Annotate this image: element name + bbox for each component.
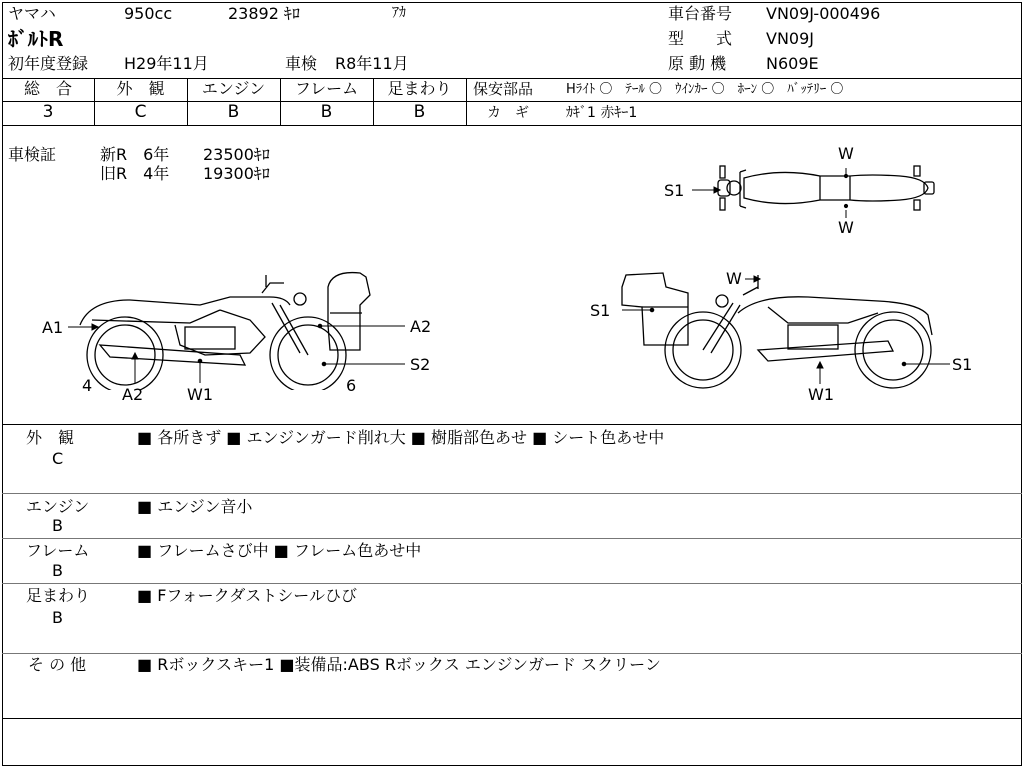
grade-bottom-divider (2, 125, 1022, 126)
mark-top-s1: S1 (664, 181, 685, 200)
grade-header-frame: フレーム (294, 79, 359, 98)
left-view-pointers (60, 315, 410, 390)
mark-top-w-upper: W (838, 144, 854, 163)
grade-value-exterior: C (134, 102, 147, 122)
type-value: VN09J (766, 29, 814, 48)
frame-no-value: VN09J-000496 (766, 4, 881, 23)
detail-divider (2, 653, 1022, 654)
detail-grade-exterior: C (52, 449, 64, 468)
cert-label: 車検証 (8, 145, 57, 164)
mark-left-4: 4 (82, 376, 93, 395)
detail-label-frame: フレーム (26, 541, 90, 560)
grade-value-frame: B (320, 102, 333, 122)
detail-text-frame: ■ フレームさび中 ■ フレーム色あせ中 (137, 541, 422, 560)
mark-right-s1-right: S1 (952, 355, 973, 374)
mark-left-w1: W1 (187, 385, 213, 404)
maker: ヤマハ (8, 4, 56, 23)
first-reg-label: 初年度登録 (8, 54, 89, 73)
mark-right-s1-left: S1 (590, 301, 611, 320)
type-label: 型 式 (668, 29, 733, 48)
cert-old-label: 旧R 4年 (100, 164, 170, 183)
engine-label: 原 動 機 (668, 54, 727, 73)
grade-col-line (466, 78, 467, 125)
mark-top-w-lower: W (838, 218, 854, 237)
detail-label-engine: エンジン (26, 497, 90, 516)
right-view-pointers (610, 268, 955, 390)
detail-label-exterior: 外 観 (26, 428, 75, 447)
keys-value: ｶｷﾞ1 赤ｷｰ1 (566, 105, 638, 121)
cert-new-label: 新R 6年 (100, 145, 170, 164)
grade-value-engine: B (227, 102, 240, 122)
top-view-pointers (680, 160, 880, 225)
inspection-value: R8年11月 (335, 54, 409, 73)
mark-left-s2: S2 (410, 355, 431, 374)
detail-divider (2, 538, 1022, 539)
mark-right-w1: W1 (808, 385, 834, 404)
grade-header-engine: エンジン (201, 79, 266, 98)
mark-right-w: W (726, 269, 742, 288)
detail-divider (2, 583, 1022, 584)
mark-left-a1: A1 (42, 318, 64, 337)
color: ｱｶ (392, 5, 406, 21)
detail-grade-engine: B (52, 516, 63, 535)
grade-value-total: 3 (42, 102, 54, 122)
detail-text-exterior: ■ 各所きず ■ エンジンガード削れ大 ■ 樹脂部色あせ ■ シート色あせ中 (137, 428, 665, 447)
grade-header-suspension: 足まわり (387, 79, 452, 98)
detail-divider (2, 493, 1022, 494)
frame-no-label: 車台番号 (668, 4, 733, 23)
mark-left-a2-top: A2 (410, 317, 432, 336)
displacement: 950cc (124, 4, 173, 23)
detail-text-suspension: ■ Fフォークダストシールひび (137, 586, 357, 605)
detail-label-other: そ の 他 (28, 655, 87, 674)
grade-value-suspension: B (413, 102, 426, 122)
grade-header-total: 総 合 (23, 79, 72, 98)
detail-grade-suspension: B (52, 608, 63, 627)
first-reg-value: H29年11月 (124, 54, 209, 73)
cert-new-value: 23500ｷﾛ (203, 145, 270, 164)
mileage: 23892 ｷﾛ (228, 4, 300, 23)
mark-left-6: 6 (346, 376, 357, 395)
safety-label: 保安部品 (473, 80, 534, 98)
details-bottom-divider (2, 718, 1022, 719)
safety-items: Hﾗｲﾄ 〇 ﾃｰﾙ 〇 ｳｲﾝｶｰ 〇 ﾎｰﾝ 〇 ﾊﾞｯﾃﾘｰ 〇 (566, 82, 844, 97)
detail-text-engine: ■ エンジン音小 (137, 497, 253, 516)
engine-value: N609E (766, 54, 819, 73)
details-top-divider (2, 424, 1022, 425)
mark-left-a2-bottom: A2 (122, 385, 144, 404)
detail-grade-frame: B (52, 561, 63, 580)
safety-divider (470, 101, 1022, 102)
cert-old-value: 19300ｷﾛ (203, 164, 270, 183)
keys-label: カ ギ (487, 105, 529, 121)
inspection-label: 車検 (285, 54, 318, 73)
detail-label-suspension: 足まわり (26, 586, 91, 605)
grade-header-exterior: 外 観 (116, 79, 165, 98)
model-name: ﾎﾞﾙﾄR (8, 27, 64, 51)
detail-text-other: ■ Rボックスキー1 ■装備品:ABS Rボックス エンジンガード スクリーン (137, 655, 661, 674)
